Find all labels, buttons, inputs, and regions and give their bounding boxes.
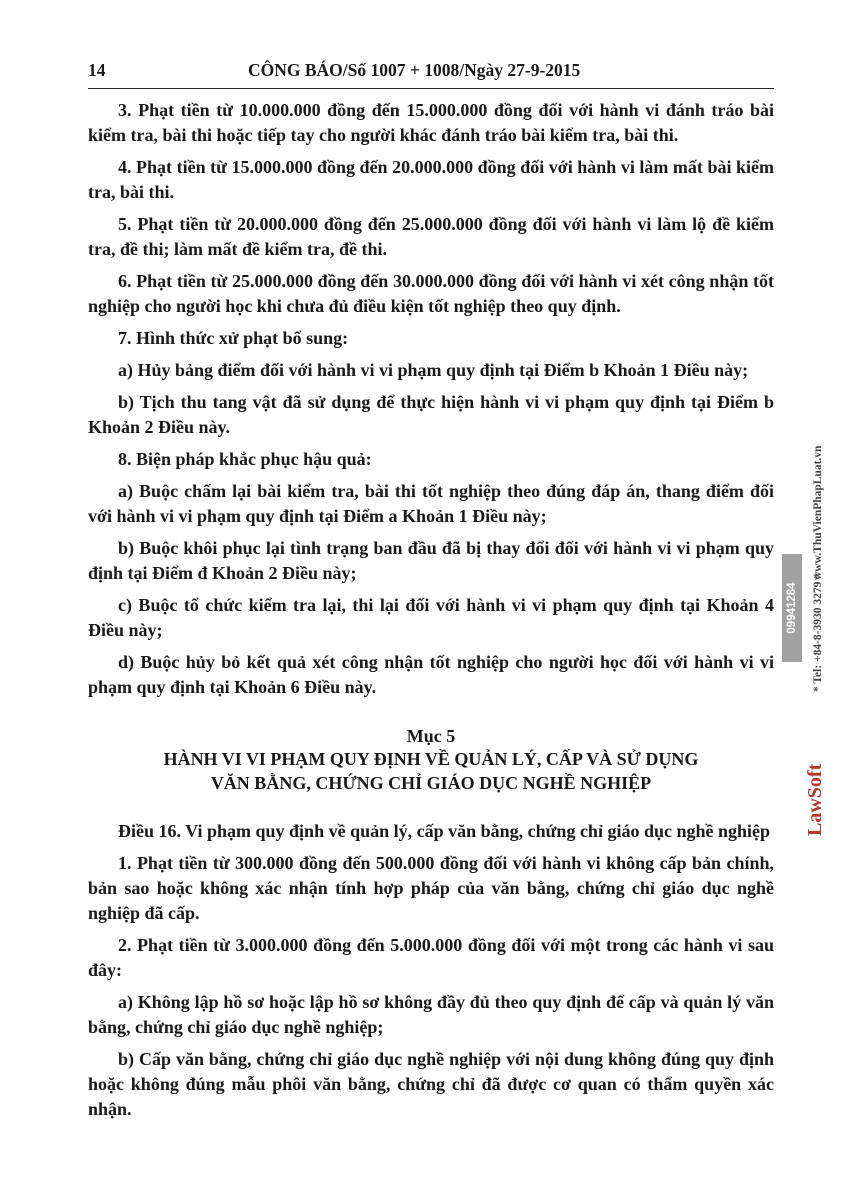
paragraph: 6. Phạt tiền từ 25.000.000 đồng đến 30.000.000 đồng đối với hành vi xét công nhận tốt nghiệp cho người học khi chưa đủ điều kiện tốt nghiệp theo quy định. (88, 271, 774, 316)
watermark-sidebar (786, 380, 840, 840)
gazette-title: CÔNG BÁO/Số 1007 + 1008/Ngày 27-9-2015 (248, 60, 581, 80)
paragraph: a) Buộc chấm lại bài kiểm tra, bài thi tốt nghiệp theo đúng đáp án, thang điểm đối với hành vi vi phạm quy định tại Điểm a Khoản 1 Điều này; (88, 481, 774, 526)
section-title-line2: VĂN BẰNG, CHỨNG CHỈ GIÁO DỤC NGHỀ NGHIỆP (210, 773, 652, 793)
paragraph: 2. Phạt tiền từ 3.000.000 đồng đến 5.000.000 đồng đối với một trong các hành vi sau đây: (88, 935, 774, 980)
document-body (88, 98, 774, 1129)
lawsoft-logo: LawSoft (804, 763, 826, 836)
paragraph: 7. Hình thức xử phạt bổ sung: (118, 328, 349, 348)
paragraph: 3. Phạt tiền từ 10.000.000 đồng đến 15.000.000 đồng đối với hành vi đánh tráo bài kiểm tra, bài thi hoặc tiếp tay cho người khác đánh tráo bài kiểm tra, bài thi. (88, 100, 774, 145)
article-heading: Điều 16. Vi phạm quy định về quản lý, cấp văn bằng, chứng chỉ giáo dục nghề nghiệp (118, 821, 770, 841)
section-label: Mục 5 (406, 726, 456, 746)
paragraph: b) Buộc khôi phục lại tình trạng ban đầu đã bị thay đổi đối với hành vi vi phạm quy định tại Điểm đ Khoản 2 Điều này; (88, 538, 774, 583)
page-header (88, 60, 770, 86)
paragraph: a) Hủy bảng điểm đối với hành vi vi phạm quy định tại Điểm b Khoản 1 Điều này; (118, 360, 749, 380)
header-divider (88, 88, 774, 89)
section-title-line1: HÀNH VI VI PHẠM QUY ĐỊNH VỀ QUẢN LÝ, CẤP VÀ SỬ DỤNG (163, 749, 699, 769)
paragraph: 8. Biện pháp khắc phục hậu quả: (118, 449, 372, 469)
watermark-code-badge: 09941284 (782, 554, 802, 662)
paragraph: 1. Phạt tiền từ 300.000 đồng đến 500.000 đồng đối với hành vi không cấp bản chính, bản sao hoặc không xác nhận tính hợp pháp của văn bằng, chứng chỉ giáo dục nghề nghiệp đã cấp. (88, 853, 774, 923)
paragraph: d) Buộc hủy bỏ kết quả xét công nhận tốt nghiệp cho người học đối với hành vi vi phạm quy định tại Khoản 6 Điều này. (88, 652, 774, 697)
paragraph: c) Buộc tổ chức kiểm tra lại, thi lại đối với hành vi vi phạm quy định tại Khoản 4 Điều này; (88, 595, 774, 640)
paragraph: 4. Phạt tiền từ 15.000.000 đồng đến 20.000.000 đồng đối với hành vi làm mất bài kiểm tra, bài thi. (88, 157, 774, 202)
page-number: 14 (88, 60, 106, 80)
paragraph: b) Tịch thu tang vật đã sử dụng để thực hiện hành vi vi phạm quy định tại Điểm b Khoản 2 Điều này. (88, 392, 774, 437)
watermark-phone: * Tel: +84-8-3930 3279 * (812, 573, 824, 692)
paragraph: b) Cấp văn bằng, chứng chỉ giáo dục nghề nghiệp với nội dung không đúng quy định hoặc không đúng mẫu phôi văn bằng, chứng chỉ đã được cơ quan có thẩm quyền xác nhận. (88, 1049, 774, 1119)
paragraph: 5. Phạt tiền từ 20.000.000 đồng đến 25.000.000 đồng đối với hành vi làm lộ đề kiểm tra, đề thi; làm mất đề kiểm tra, đề thi. (88, 214, 774, 259)
section-heading (88, 725, 774, 795)
paragraph: a) Không lập hồ sơ hoặc lập hồ sơ không đầy đủ theo quy định để cấp và quản lý văn bằng, chứng chỉ giáo dục nghề nghiệp; (88, 992, 774, 1037)
watermark-website: www.ThuVienPhapLuat.vn (812, 445, 824, 580)
